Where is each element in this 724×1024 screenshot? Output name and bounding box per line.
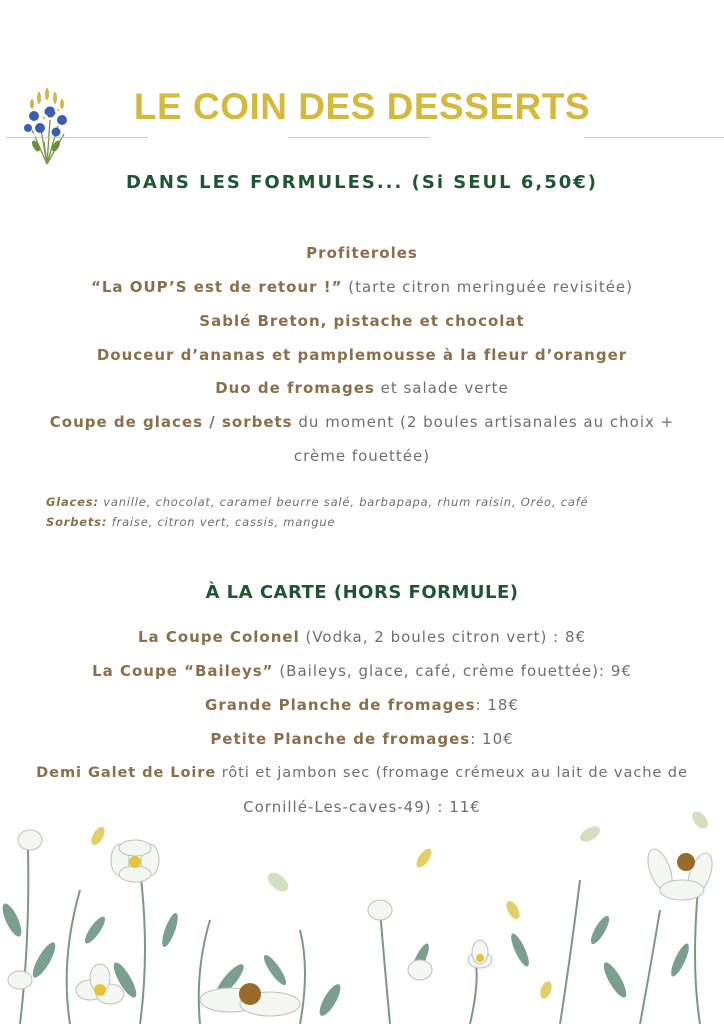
menu-item-desc: rôti et jambon sec (fromage crémeux au lait de vache de <box>216 764 688 781</box>
menu-item-desc: Cornillé-Les-caves-49) : 11€ <box>243 798 481 816</box>
menu-item-continuation <box>0 447 724 465</box>
menu-item-name: Douceur d’ananas et pamplemousse à la fleur d’oranger <box>96 346 628 364</box>
menu-item-desc: crème fouettée) <box>293 447 431 465</box>
menu-item-desc: et salade verte <box>374 379 509 397</box>
menu-item-desc: (Baileys, glace, café, crème fouettée): 9€ <box>273 662 632 680</box>
menu-item <box>0 764 724 781</box>
menu-item-desc: : 18€ <box>475 696 519 714</box>
menu-item-desc: : 10€ <box>470 730 514 748</box>
menu-item <box>0 379 724 397</box>
menu-item-name: Duo de fromages <box>215 379 375 397</box>
header-divider-middle <box>288 137 430 138</box>
menu-item-name: Profiteroles <box>306 244 418 262</box>
menu-item-name: Petite Planche de fromages <box>210 730 471 748</box>
menu-item-desc: du moment (2 boules artisanales au choix + <box>292 413 675 431</box>
menu-item-name: Sablé Breton, pistache et chocolat <box>199 312 525 330</box>
sorbets-text: fraise, citron vert, cassis, mangue <box>107 515 336 529</box>
carte-section-title: À LA CARTE (HORS FORMULE) <box>205 582 519 603</box>
menu-item-name: La Coupe “Baileys” <box>92 662 274 680</box>
menu-item-name: La Coupe Colonel <box>137 628 300 646</box>
glaces-note <box>46 495 588 509</box>
menu-item-desc: (Vodka, 2 boules citron vert) : 8€ <box>299 628 587 646</box>
menu-item <box>0 244 724 262</box>
glaces-text: vanille, chocolat, caramel beurre salé, barbapapa, rhum raisin, Oréo, café <box>98 495 589 509</box>
menu-item <box>0 413 724 431</box>
menu-item-name: Demi Galet de Loire <box>36 764 217 781</box>
sorbets-note <box>46 515 335 529</box>
menu-item <box>0 662 724 680</box>
menu-item-name: “La OUP’S est de retour !” <box>90 278 343 296</box>
header-divider-left <box>6 137 148 138</box>
menu-item <box>0 312 724 330</box>
glaces-label: Glaces: <box>46 495 99 509</box>
sorbets-label: Sorbets: <box>46 515 108 529</box>
page-title: LE COIN DES DESSERTS <box>133 86 591 127</box>
menu-item-desc: (tarte citron meringuée revisitée) <box>342 278 634 296</box>
menu-item <box>0 346 724 364</box>
floral-footer-illustration <box>0 810 724 1024</box>
header-divider-right <box>584 137 724 138</box>
menu-item <box>0 628 724 646</box>
menu-item <box>0 278 724 296</box>
formules-section-title: DANS LES FORMULES... (Si SEUL 6,50€) <box>125 172 599 193</box>
menu-item-name: Grande Planche de fromages <box>205 696 476 714</box>
menu-item <box>0 730 724 748</box>
menu-item-name: Coupe de glaces / sorbets <box>49 413 293 431</box>
menu-item <box>0 696 724 714</box>
